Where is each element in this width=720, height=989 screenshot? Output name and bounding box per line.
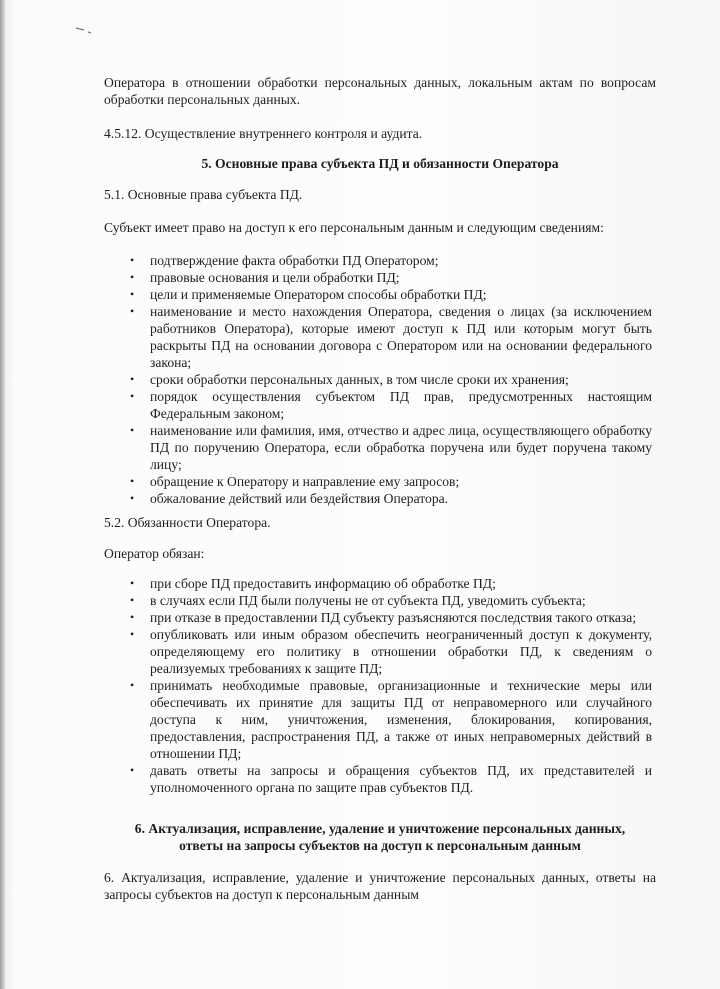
- list-item: • при отказе в предоставлении ПД субъекту разъясняются последствия такого отказа;: [104, 609, 652, 626]
- duties-list: [104, 575, 652, 796]
- duties-intro: Оператор обязан:: [104, 546, 205, 561]
- section-6-paragraph: 6. Актуализация, исправление, удаление и уничтожение персональных данных, ответы на запросы субъектов на доступ к персональным данным: [104, 870, 656, 902]
- subsection-5-2-title: 5.2. Обязанности Оператора.: [104, 515, 271, 530]
- list-item: • обжалование действий или бездействия Оператора.: [104, 490, 652, 507]
- list-item: • обращение к Оператору и направление ему запросов;: [104, 473, 652, 490]
- list-item: • цели и применяемые Оператором способы обработки ПД;: [104, 286, 652, 303]
- section-5-heading: 5. Основные права субъекта ПД и обязанности Оператора: [201, 156, 559, 171]
- list-item: • давать ответы на запросы и обращения субъектов ПД, их представителей и уполномоченного органа по защите прав субъектов ПД.: [104, 762, 652, 796]
- list-item: • порядок осуществления субъектом ПД прав, предусмотренных настоящим Федеральным законом;: [104, 388, 652, 422]
- list-item: • наименование или фамилия, имя, отчество и адрес лица, осуществляющего обработку ПД по поручению Оператора, если обработка поручена или будет поручена такому лицу;: [104, 422, 652, 473]
- section-6-heading-line1: 6. Актуализация, исправление, удаление и уничтожение персональных данных,: [134, 821, 626, 836]
- list-item: • при сборе ПД предоставить информацию об обработке ПД;: [104, 575, 652, 592]
- scan-edge-shadow: [0, 0, 6, 989]
- list-item: • в случаях если ПД были получены не от субъекта ПД, уведомить субъекта;: [104, 592, 652, 609]
- subsection-5-1-title: 5.1. Основные права субъекта ПД.: [104, 187, 303, 202]
- list-item: • подтверждение факта обработки ПД Оператором;: [104, 252, 652, 269]
- list-item: • наименование и место нахождения Оператора, сведения о лицах (за исключением работников Оператора), которые имеют доступ к ПД или которым могут быть раскрыты ПД на основании договора с Оператором или на основании федерального закона;: [104, 303, 652, 371]
- rights-list: [104, 252, 652, 507]
- rights-intro: Субъект имеет право на доступ к его персональным данным и следующим сведениям:: [104, 220, 604, 235]
- list-item: • сроки обработки персональных данных, в том числе сроки их хранения;: [104, 371, 652, 388]
- section-6-heading-line2: ответы на запросы субъектов на доступ к персональным данным: [179, 838, 581, 853]
- list-item: • опубликовать или иным образом обеспечить неограниченный доступ к документу, определяющему его политику в отношении обработки ПД, к сведениям о реализуемых требованиях к защите ПД;: [104, 626, 652, 677]
- list-item: • правовые основания и цели обработки ПД;: [104, 269, 652, 286]
- intro-paragraph: Оператора в отношении обработки персональных данных, локальным актам по вопросам обработки персональных данных.: [104, 75, 656, 107]
- list-item: • принимать необходимые правовые, организационные и технические меры или обеспечивать их принятие для защиты ПД от неправомерного или случайного доступа к ним, уничтожения, изменения, блокирования, копирования, предоставления, распространения ПД, а также от иных неправомерных действий в отношении ПД;: [104, 677, 652, 762]
- section-6-heading: [104, 820, 656, 854]
- item-4-5-12: 4.5.12. Осуществление внутреннего контроля и аудита.: [104, 126, 423, 141]
- scan-speck-mark: [74, 20, 104, 38]
